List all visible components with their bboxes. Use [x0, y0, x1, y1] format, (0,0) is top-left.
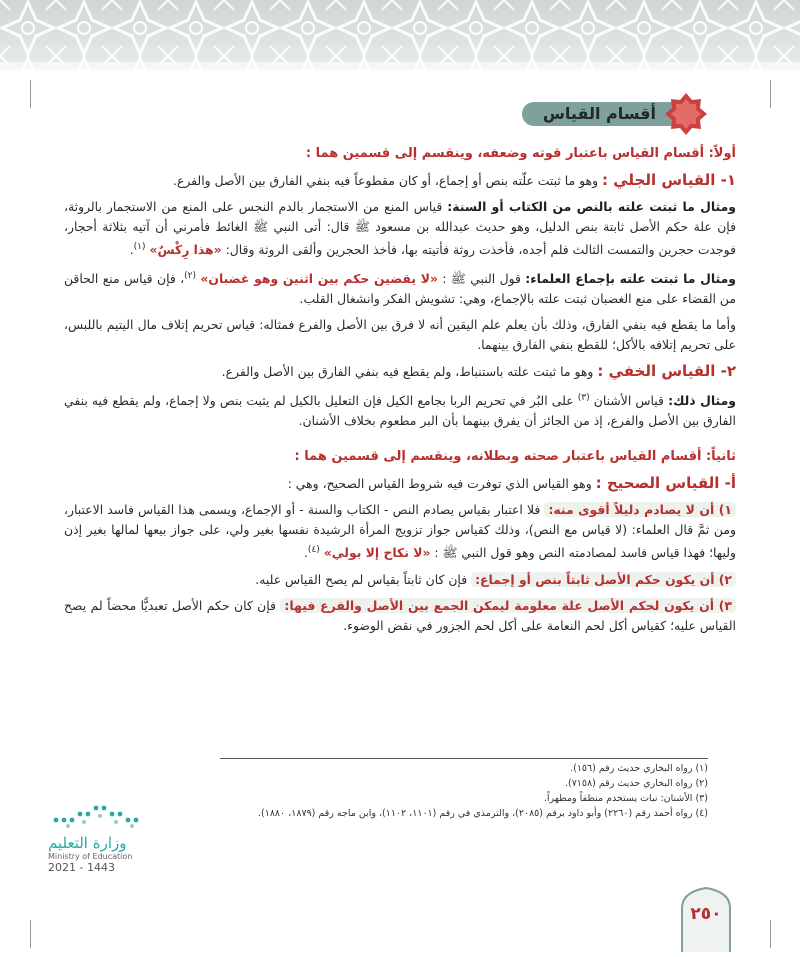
- condition-text: فإن كان حكم الأصل تعبديًّا محضاً لم يصح القياس عليه؛ كقياس أكل لحم النعامة على أكل لحم الجزور في نقض الوضوء.: [64, 597, 736, 633]
- footnote-ref: (٢): [184, 271, 197, 282]
- example-label: ومثال ما ثبتت علته بإجماع العلماء:: [525, 271, 736, 287]
- footnote-item: (٢) رواه البخاري حديث رقم (٧١٥٨).: [564, 778, 708, 789]
- definition-text: وهو ما ثبتت علته باستنباط، ولم يقطع فيه بنفي الفارق بين الأصل والفرع.: [221, 364, 594, 380]
- page-number-badge: [676, 886, 736, 952]
- paragraph-qiyas-khafi: [64, 361, 736, 382]
- condition-item-3: [64, 596, 736, 636]
- example-label: ومثال ذلك:: [668, 393, 736, 409]
- condition-text: فإن كان ثابتاً بقياس لم يصح القياس عليه.: [255, 571, 468, 587]
- paragraph-example-nass: ومثال ما ثبتت علته بالنص من الكتاب أو السنة: قياس المنع من الاستجمار بالدم النجس على المنع من الاستجمار بالروثة، فإن علة حكم الأصل ثابتة بنص الدليل، وهو حديث عبدالله بن مسعود ﷺ قال: أتى النبي ﷺ الغائط فأمرني أن آتيه بثلاثة أحجار، فوجدت حجرين والتمست الثالث فلم أجده، فأخذت روثة فأتيته بها، فأخذ الحجرين وألقى الروثة وقال: «هذا رِكْسٌ» $^{(١)}$.: [64, 199, 736, 258]
- decorative-banner: [0, 0, 800, 70]
- footnote-ref: (٣): [577, 393, 590, 404]
- definition-text: وهو القياس الذي توفرت فيه شروط القياس الصحيح، وهي :: [287, 476, 592, 492]
- section-title: [508, 92, 708, 136]
- ministry-name-ar: وزارة التعليم: [48, 834, 127, 852]
- condition-item-1: ١) أن لا يصادم دليلاً أقوى منه: فلا اعتبار بقياس يصادم النص - الكتاب والسنة - أو الإجماع، ويسمى هذا القياس فاسد الاعتبار، ومن ثمَّ قال العلماء: (لا قياس مع النص)، وذلك كقياس جواز تزويج المرأة الرشيدة نفسها بغير ولي، على جواز بيعها لمالها بغير إذن وليها؛ فهذا قياس فاسد لمصادمته النص وهو قول النبي ﷺ : «لا نكاح إلا بولي» $^{(٤)}$.: [64, 502, 736, 561]
- crop-mark: [770, 80, 771, 108]
- example-text: قياس الأشنان: [593, 393, 664, 409]
- footnote-ref: (١): [133, 242, 146, 252]
- condition-label: ٣) أن يكون لحكم الأصل علة معلومة ليمكن الجمع بين الأصل والفرع فيها:: [280, 598, 736, 613]
- ministry-dots-icon: [48, 800, 148, 830]
- page-number: ٢٥٠: [690, 904, 722, 924]
- crop-mark: [30, 920, 31, 948]
- example-text: على البُر في تحريم الربا بجامع الكيل فإن التعليل بالكيل لم يثبت بنص ولا إجماع، ولم يقطع فيه بنفي الفارق بين الأصل والفرع، إذ من الجائز أن يفرق بينهما بأن البر مطعوم بخلاف الأشنان.: [64, 393, 736, 429]
- octagon-badge-icon: [664, 92, 708, 136]
- term-qiyas-jali: ١- القياس الجلي :: [602, 171, 736, 189]
- condition-item-2: [64, 570, 736, 590]
- paragraph-maqtu: وأما ما يقطع فيه بنفي الفارق، وذلك بأن يعلم علم اليقين أنه لا فرق بين الأصل والفرع فمثاله: قياس تحريم إتلاف مال اليتيم باللبس، على تحريم إتلافه بالأكل؛ للقطع بنفي الفارق بينهما.: [64, 317, 736, 353]
- condition-label: ٢) أن يكون حكم الأصل ثابتاً بنص أو إجماع:: [471, 572, 736, 587]
- term-qiyas-khafi: ٢- القياس الخفي :: [597, 362, 736, 381]
- term-qiyas-sahih: أ- القياس الصحيح :: [595, 474, 736, 493]
- hadith-quote: «لا نكاح إلا بولي»: [323, 545, 431, 561]
- ministry-name-en: Ministry of Education: [48, 852, 133, 861]
- hadith-quote: «هذا رِكْسٌ»: [149, 242, 222, 258]
- example-label: ومثال ما ثبتت علته بالنص من الكتاب أو السنة:: [447, 199, 736, 214]
- condition-label: ١) أن لا يصادم دليلاً أقوى منه:: [544, 502, 736, 517]
- ministry-year: 2021 - 1443: [48, 861, 115, 874]
- example-text: قول النبي ﷺ :: [442, 271, 521, 287]
- footnote-item: (١) رواه البخاري حديث رقم (١٥٦).: [570, 763, 708, 774]
- definition-text: وهو ما ثبتت علّته بنص أو إجماع، أو كان مقطوعاً فيه بنفي الفارق بين الأصل والفرع.: [173, 173, 599, 188]
- heading-second-division: ثانياً: أقسام القياس باعتبار صحته وبطلانه، وينقسم إلى قسمين هما :: [294, 449, 736, 465]
- footnote-item: (٣) الأشنان: نبات يستخدم منظفاً ومطهراً.: [543, 793, 708, 804]
- paragraph-qiyas-jali: [64, 170, 736, 191]
- heading-first-division: أولاً: أقسام القياس باعتبار قوته وضعفه، وينقسم إلى قسمين هما :: [305, 146, 736, 161]
- hadith-quote: «لا يقضين حكم بين اثنين وهو غضبان»: [200, 271, 438, 287]
- main-content: [64, 144, 736, 642]
- example-text: قياس المنع من الاستجمار بالدم النجس على المنع من الاستجمار بالروثة، فإن علة حكم الأصل ثابتة بنص الدليل، وهو حديث عبدالله بن مسعود ﷺ قال: أتى النبي ﷺ الغائط فأمرني أن آتيه بثلاثة أحجار، فوجدت حجرين والتمست الثالث فلم أجده، فأخذت روثة فأتيته بها، فأخذ الحجرين وألقى الروثة وقال:: [64, 199, 736, 258]
- section-title-text: أقسام القياس: [542, 104, 656, 123]
- paragraph-example-khafi: [64, 388, 736, 431]
- footnote-item: (٤) رواه أحمد رقم (٢٢٦٠) وأبو داود برقم (٢٠٨٥)، والترمذي في رقم (١١٠١، ١١٠٢)، وابن ماجه رقم (١٨٧٩، ١٨٨٠).: [257, 808, 708, 819]
- crop-mark: [770, 920, 771, 948]
- footnote-ref: (٤): [307, 545, 320, 556]
- ministry-logo: [42, 800, 152, 874]
- paragraph-qiyas-sahih: [64, 473, 736, 494]
- condition-text: فلا اعتبار بقياس يصادم النص - الكتاب والسنة - أو الإجماع، ويسمى هذا القياس فاسد الاعتبار، ومن ثمَّ قال العلماء: (لا قياس مع النص)، وذلك كقياس جواز تزويج المرأة الرشيدة نفسها بغير ولي، على جواز بيعها لمالها بغير إذن وليها؛ فهذا قياس فاسد لمصادمته النص وهو قول النبي ﷺ :: [64, 502, 736, 561]
- crop-mark: [30, 80, 31, 108]
- footnotes: [220, 758, 708, 821]
- paragraph-example-ijma: [64, 266, 736, 309]
- example-text: ، فإن قياس منع الحاقن من القضاء على منع الغضبان ثبتت علته بالإجماع، وهي: تشويش الفكر وانشغال القلب.: [64, 271, 736, 307]
